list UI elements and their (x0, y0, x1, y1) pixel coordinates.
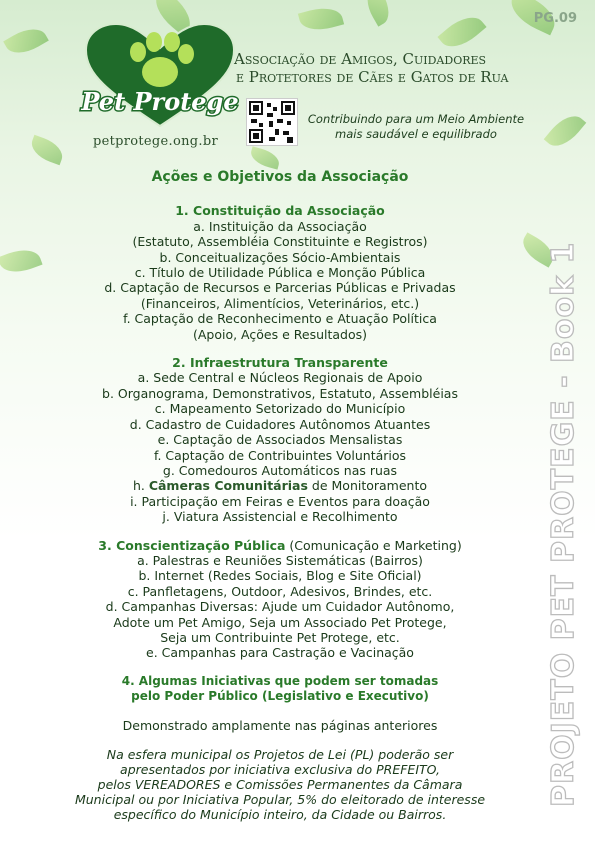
association-line-2: e Protetores de Cães e Gatos de Rua (236, 68, 509, 86)
list-item: a. Instituição da Associação (193, 218, 367, 234)
leaf-decoration (0, 244, 43, 278)
list-item: Adote um Pet Amigo, Seja um Associado Pet Protege, (113, 614, 447, 630)
list-item: c. Panfletagens, Outdoor, Adesivos, Brindes, etc. (127, 583, 433, 599)
closing-line: específico do Município inteiro, da Cidade ou Bairros. (113, 807, 447, 823)
association-name (234, 50, 534, 86)
list-item: a. Sede Central e Núcleos Regionais de Apoio (137, 370, 423, 386)
item-h-prefix: h. (132, 478, 149, 494)
section-3-heading-suffix: (Comunicação e Marketing) (285, 537, 462, 553)
closing-line: Municipal ou por Iniciativa Popular, 5% do eleitorado de interesse (74, 792, 486, 808)
section-3-heading: 3. Conscientização Pública (98, 537, 286, 553)
list-item: (Estatuto, Assembléia Constituinte e Registros) (132, 234, 428, 250)
tagline-line-1: Contribuindo para um Meio Ambiente (307, 112, 525, 126)
svg-text:PROJETO PET PROTEGE - Book 1: PROJETO PET PROTEGE - Book 1 (546, 241, 581, 807)
website-url[interactable]: petprotege.ong.br (93, 134, 218, 149)
list-item: f. Captação de Contribuintes Voluntários (153, 447, 407, 463)
section-2-heading: 2. Infraestrutura Transparente (172, 355, 388, 371)
vertical-project-title (513, 72, 595, 812)
list-item: g. Comedouros Automáticos nas ruas (162, 462, 398, 478)
section-3-heading-row (40, 538, 520, 553)
list-item: (Apoio, Ações e Resultados) (192, 326, 368, 342)
demonstrated-note: Demonstrado amplamente nas páginas anteriores (122, 717, 438, 733)
list-item: f. Captação de Reconhecimento e Atuação Política (123, 311, 437, 327)
list-item: c. Título de Utilidade Pública e Monção Pública (134, 265, 426, 281)
list-item: a. Palestras e Reuniões Sistemáticas (Bairros) (137, 552, 423, 568)
page-title: Ações e Objetivos da Associação (151, 169, 409, 185)
section-1 (40, 203, 520, 342)
list-item: c. Mapeamento Setorizado do Município (154, 401, 406, 417)
item-h-bold: Câmeras Comunitárias (148, 478, 308, 494)
list-item: b. Internet (Redes Sociais, Blog e Site Oficial) (138, 568, 422, 584)
section-4-heading-line-1: 4. Algumas Iniciativas que podem ser tomadas (121, 673, 439, 688)
pet-protege-logo (78, 22, 243, 132)
list-item: e. Captação de Associados Mensalistas (157, 432, 403, 448)
list-item: e. Campanhas para Castração e Vacinação (146, 645, 414, 661)
closing-line: pelos VEREADORES e Comissões Permanentes da Câmara (97, 777, 463, 793)
page-header (0, 0, 595, 165)
list-item: d. Campanhas Diversas: Ajude um Cuidador Autônomo, (105, 599, 455, 615)
tagline (300, 112, 532, 142)
list-item: i. Participação em Feiras e Eventos para doação (130, 493, 430, 509)
list-item: (Financeiros, Alimentícios, Veterinários, etc.) (140, 295, 420, 311)
qr-code-icon[interactable] (246, 98, 298, 146)
section-4-heading (40, 674, 520, 704)
list-item: Seja um Contribuinte Pet Protege, etc. (160, 629, 400, 645)
list-item: d. Cadastro de Cuidadores Autônomos Atuantes (129, 416, 431, 432)
section-1-heading: 1. Constituição da Associação (175, 203, 385, 219)
list-item (40, 478, 520, 493)
section-3 (40, 538, 520, 661)
main-content (40, 170, 520, 822)
list-item: j. Viatura Assistencial e Recolhimento (162, 509, 398, 525)
list-item: b. Conceitualizações Sócio-Ambientais (159, 249, 401, 265)
closing-paragraph (40, 747, 520, 822)
list-item: b. Organograma, Demonstrativos, Estatuto, Assembléias (102, 385, 458, 401)
tagline-line-2: mais saudável e equilibrado (335, 127, 497, 141)
section-2 (40, 355, 520, 524)
closing-line: apresentados por iniciativa exclusiva do PREFEITO, (120, 762, 440, 778)
section-4-heading-line-2: pelo Poder Público (Legislativo e Executivo) (131, 688, 429, 703)
item-h-suffix: de Monitoramento (307, 478, 428, 494)
page-number: PG.09 (533, 11, 577, 26)
list-item: d. Captação de Recursos e Parcerias Públicas e Privadas (104, 280, 456, 296)
closing-line: Na esfera municipal os Projetos de Lei (PL) poderão ser (106, 747, 454, 763)
association-line-1: Associação de Amigos, Cuidadores (234, 50, 487, 68)
svg-text:Pet Protege: Pet Protege (81, 87, 239, 116)
